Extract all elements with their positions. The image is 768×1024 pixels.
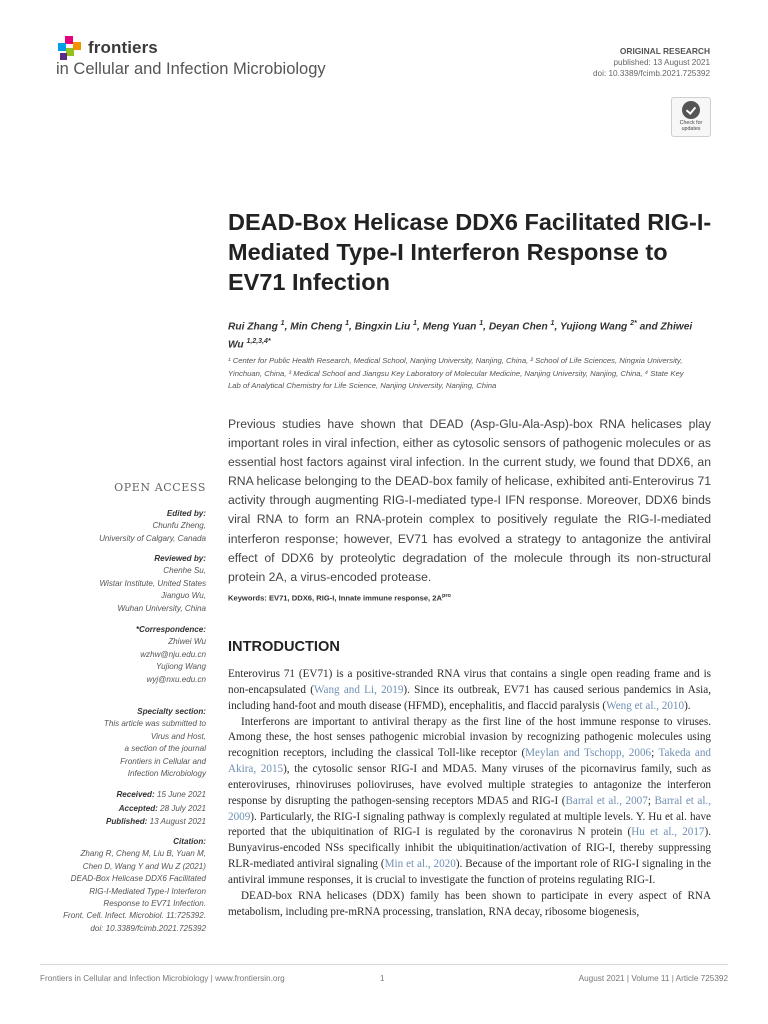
reviewed-by-heading: Reviewed by:: [154, 554, 206, 563]
citation-link[interactable]: Hu et al., 2017: [631, 826, 705, 839]
introduction-heading: INTRODUCTION: [228, 639, 340, 655]
article-type: ORIGINAL RESEARCH: [619, 46, 710, 56]
footer-article: Article 725392: [675, 974, 728, 983]
reviewed-by-body: Chenhe Su, Wistar Institute, United States Jianguo Wu, Wuhan University, China: [99, 566, 206, 613]
article-meta: [593, 46, 710, 79]
intro-paragraph-1: [228, 667, 711, 715]
intro-paragraph-2: [228, 715, 711, 889]
citation-link[interactable]: Meylan and Tschopp, 2006: [525, 747, 652, 760]
article-doi[interactable]: doi: 10.3389/fcimb.2021.725392: [593, 69, 710, 78]
author-name[interactable]: Bingxin Liu: [354, 321, 411, 333]
author-name[interactable]: Rui Zhang: [228, 321, 278, 333]
edited-by-heading: Edited by:: [166, 509, 206, 518]
author-name[interactable]: Meng Yuan: [422, 321, 477, 333]
text-run: ). Since its outbreak, EV71 has caused serious pandemics in Asia, including hand-foot and mouth disease (HFMD), encephalitis, and flaccid paralysis (: [228, 683, 711, 712]
citation-link[interactable]: Barral et al., 2009: [228, 794, 711, 823]
author-name[interactable]: Yujiong Wang: [559, 321, 628, 333]
introduction-body: [228, 667, 711, 921]
keywords-text: EV71, DDX6, RIG-I, Innate immune response, 2A: [268, 593, 442, 603]
author-affiliation-sup: 1: [479, 320, 484, 327]
citation-link[interactable]: Wang and Li, 2019: [313, 683, 404, 696]
author-affiliation-sup: 1: [550, 320, 555, 327]
check-for-updates-label: Check for updates: [679, 120, 703, 132]
brand-name: frontiers: [88, 38, 158, 57]
footer-rule: [40, 964, 728, 965]
citation-body: Zhang R, Cheng M, Liu B, Yuan M, Chen D, Wang Y and Wu Z (2021) DEAD-Box Helicase DDX6 Facilitated RIG-I-Mediated Type-I Interferon Response to EV71 Infection. Front. Cell. Infect. Microbiol. 11:725392. doi: 10.3389/fcimb.2021.725392: [63, 849, 206, 933]
open-access-label: OPEN ACCESS: [114, 481, 206, 494]
specialty-section: [40, 706, 206, 780]
author-name[interactable]: Zhiwei Wu: [228, 321, 693, 351]
reviewed-by-section: [40, 553, 206, 615]
author-affiliation-sup: 1: [413, 320, 417, 327]
footer-site-link[interactable]: www.frontiersin.org: [215, 974, 285, 983]
edited-by-body: Chunfu Zheng, University of Calgary, Canada: [99, 521, 206, 543]
author-affiliation-sup: 1,2,3,4*: [246, 338, 271, 346]
published-sidebar-date: Published: 13 August 2021: [105, 817, 206, 827]
footer-journal: Frontiers in Cellular and Infection Microbiology: [40, 974, 209, 983]
article-title: DEAD-Box Helicase DDX6 Facilitated RIG-I-Mediated Type-I Interferon Response to EV71 Infection: [228, 209, 712, 295]
footer-date: August 2021: [578, 974, 625, 983]
check-icon: [682, 101, 700, 119]
intro-paragraph-3: [228, 889, 711, 921]
text-run: DEAD-box RNA helicases (DDX) family has been shown to participate in every aspect of RNA metabolism, including pre-mRNA processing, translation, RNA decay, ribosome biogenesis,: [228, 889, 711, 918]
text-run: ). Bunyavirus-encoded NSs specifically inhibit the ubiquitination/activation of RIG-I, thereby suppressing RLR-mediated antiviral signaling (: [228, 826, 711, 871]
citation-section: [40, 836, 206, 935]
citation-link[interactable]: Takeda and Akira, 2015: [228, 747, 711, 776]
keywords-label: Keywords:: [228, 593, 267, 603]
specialty-body: This article was submitted to Virus and Host, a section of the journal Frontiers in Cellular and Infection Microbiology: [103, 719, 206, 779]
author-conjunction: and: [636, 321, 661, 333]
affiliations: ¹ Center for Public Health Research, Medical School, Nanjing University, Nanjing, China, ² School of Life Sciences, Ningxia University, Yinchuan, China, ³ Medical School and Jiangsu Key Laboratory of Molecular Medicine, Nanjing University, Nanjing, China, ⁴ State Key Lab of Analytical Chemistry for Life Science, Nanjing University, Nanjing, China: [228, 356, 684, 391]
text-run: Interferons are important to antiviral therapy as the first line of the host immune response to viruses. Among these, the host senses pathogenic microbial invasion by recognizing pathogenic molecules using recognition receptors, including the classical Toll-like receptor (: [228, 715, 711, 760]
dates-section: [40, 788, 206, 829]
text-run: ).: [684, 699, 691, 712]
published-date: published: 13 August 2021: [613, 58, 710, 67]
text-run: ). Because of the important role of RIG-I signaling in the antiviral immune responses, it is crucial to investigate the function of proteins regulating RIG-I.: [228, 858, 712, 886]
check-for-updates-badge[interactable]: [671, 97, 711, 137]
correspondence-body[interactable]: Zhiwei Wu wzhw@nju.edu.cn Yujiong Wang wyj@nxu.edu.cn: [140, 637, 206, 684]
footer-left: Frontiers in Cellular and Infection Microbiology | www.frontiersin.org: [40, 974, 285, 983]
journal-name: in Cellular and Infection Microbiology: [56, 60, 326, 78]
author-list: Rui Zhang $^1$, Min Cheng $^1$, Bingxin Liu $^1$, Meng Yuan $^1$, Deyan Chen $^1$, Yujiong Wang $^{2*}$ and Zhiwei Wu $^{1,2,3,4*}$: [228, 320, 693, 351]
author-name[interactable]: Min Cheng: [290, 321, 343, 333]
citation-link[interactable]: Weng et al., 2010: [606, 699, 685, 712]
received-date: Received: 15 June 2021: [116, 790, 206, 799]
page-number: 1: [380, 974, 385, 983]
keywords: [228, 593, 711, 603]
author-name[interactable]: Deyan Chen: [488, 321, 548, 333]
citation-link[interactable]: Barral et al., 2007: [565, 794, 648, 807]
edited-by-section: [40, 508, 206, 545]
text-run: ;: [647, 794, 655, 807]
citation-heading: Citation:: [173, 837, 206, 846]
author-affiliation-sup: 1: [345, 320, 350, 327]
keywords-sup: pro: [441, 593, 451, 599]
text-run: Enterovirus 71 (EV71) is a positive-stranded RNA virus that contains a single open reading frame and is non-encapsulated (: [228, 668, 711, 696]
footer-volume: Volume 11: [631, 974, 670, 983]
citation-link[interactable]: Min et al., 2020: [384, 858, 456, 871]
specialty-heading: Specialty section:: [137, 707, 206, 716]
author-affiliation-sup: 1: [280, 320, 285, 327]
correspondence-section: [40, 624, 206, 686]
text-run: ;: [651, 747, 659, 760]
correspondence-heading: *Correspondence:: [135, 625, 206, 634]
accepted-date: Accepted: 28 July 2021: [118, 803, 206, 813]
author-affiliation-sup: 2*: [630, 320, 637, 327]
abstract: Previous studies have shown that DEAD (Asp-Glu-Ala-Asp)-box RNA helicases play important roles in viral infection, either as cytosolic sensors of pathogenic molecules or as essential host factors against viral infection. In the current study, we found that DDX6, an RNA helicase belonging to the DEAD-box family of helicase, exhibited anti-Enterovirus 71 activity through augmenting RIG-I-mediated type-I IFN response. Moreover, DDX6 binds viral RNA to form an RNA-protein complex to positively regulate the RIG-I-mediated interferon response; however, EV71 has evolved a strategy to antagonize the antiviral effect of DDX6 by proteolytic degradation of the molecule through its non-structural protein 2A, a virus-encoded protease.: [228, 417, 711, 584]
text-run: ). Particularly, the RIG-I signaling pathway is complexly regulated at multiple levels. Y. Hu et al. have reported that the ubiquitination of RIG-I is regulated by the coronavirus N protein (: [228, 810, 711, 839]
frontiers-logo-icon: [56, 36, 82, 62]
footer-right: August 2021 | Volume 11 | Article 725392: [578, 974, 728, 983]
text-run: ), the cytosolic sensor RIG-I and MDA5. Many viruses of the picornavirus family, such as enteroviruses, rhinoviruses polioviruses, have evolved multiple strategies to antagonize the interferon response by disrupting the pathogen-sensing receptors MDA5 and RIG-I (: [228, 763, 711, 807]
